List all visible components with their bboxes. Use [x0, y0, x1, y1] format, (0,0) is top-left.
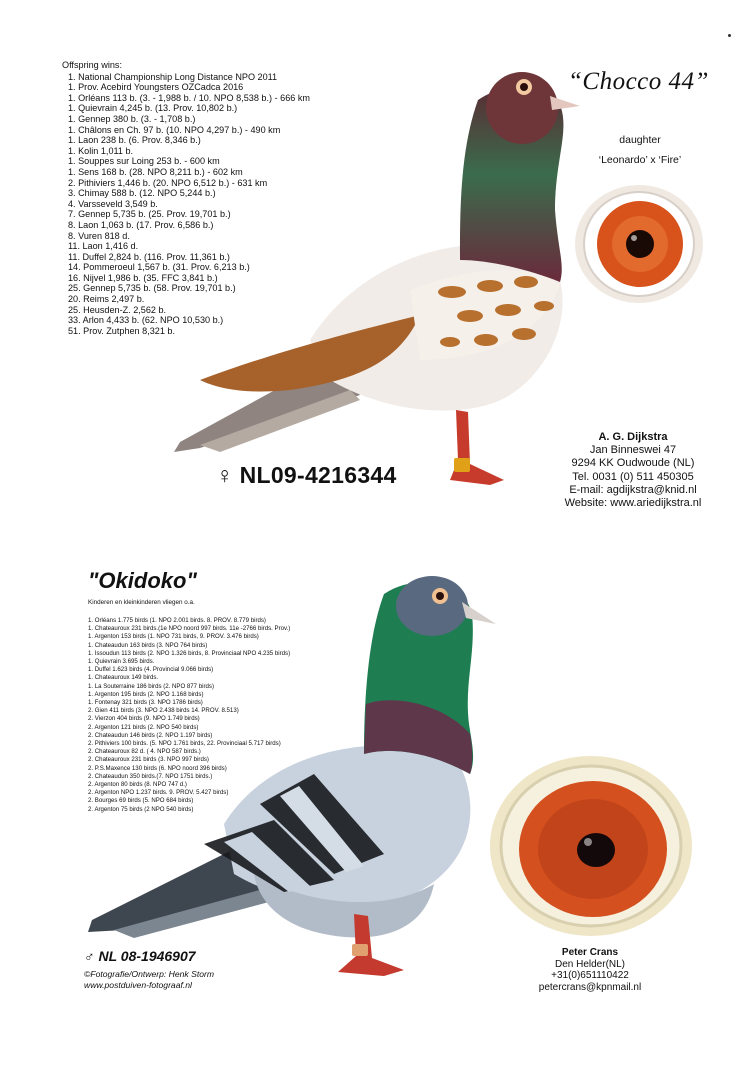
- win-entry: 2. Chateauroux 231 birds (3. NPO 997 birds): [88, 756, 209, 764]
- okidoko-eye-photo: [488, 754, 694, 938]
- female-symbol: ♀: [216, 462, 234, 488]
- chocco-ring-number: [216, 462, 397, 489]
- ring-code: NL09-4216344: [239, 462, 397, 488]
- win-entry: 8. Laon 1,063 b. (17. Prov. 6,586 b.): [68, 219, 214, 230]
- owner-street: Jan Binneswei 47: [589, 444, 677, 457]
- win-entry: 1. Quievrain 4,245 b. (13. Prov. 10,802 b.): [68, 103, 238, 114]
- win-entry: 1. Orléans 113 b. (3. - 1,988 b. / 10. NPO 8,538 b.) - 666 km: [68, 92, 310, 103]
- owner-tel: Tel. 0031 (0) 511 450305: [572, 470, 694, 483]
- win-entry: 1. Chateaudun 163 birds (3. NPO 764 birds): [88, 641, 208, 649]
- win-entry: 1. Duffel 1.623 birds (4. Provincial 9.066 birds): [88, 666, 214, 674]
- win-entry: 1. La Souterraine 186 birds (2. NPO 877 birds): [88, 682, 215, 690]
- chocco-eye-photo: [572, 182, 706, 306]
- win-entry: 3. Chimay 588 b. (12. NPO 5,244 b.): [68, 188, 216, 199]
- win-entry: 1. Kolin 1,011 b.: [68, 145, 134, 156]
- win-entry: 1. Chateauroux 149 birds.: [88, 674, 159, 682]
- male-symbol: ♂: [84, 948, 95, 964]
- win-entry: 1. Orléans 1.775 birds (1. NPO 2.001 birds. 8. PROV. 8.779 birds): [88, 617, 266, 624]
- win-entry: 1. National Championship Long Distance NPO 2011: [68, 71, 278, 82]
- win-entry: 2. Gien 411 birds (3. NPO 2.438 birds 14. PROV. 8.513): [88, 707, 239, 715]
- win-entry: 2. Argenton 80 birds (8. NPO 747 d.): [88, 781, 187, 789]
- win-entry: 4. Varsseveld 3,549 b.: [68, 198, 158, 209]
- owner-website: Website: www.ariedijkstra.nl: [564, 497, 702, 510]
- win-entry: 1. Gennep 380 b. (3. - 1,708 b.): [68, 113, 196, 124]
- pigeon-name-chocco: “Chocco 44”: [568, 68, 709, 95]
- win-entry: 2. Chateauroux 82 d. ( 4. NPO 587 birds.): [88, 748, 201, 756]
- win-entry: 2. Bourges 69 birds (5. NPO 684 birds): [88, 797, 194, 805]
- win-entry: 1. Prov. Acebird Youngsters OZCadca 2016: [68, 82, 244, 93]
- win-entry: 8. Vuren 818 d.: [68, 230, 130, 241]
- red-pigeon-photo: [160, 60, 600, 500]
- owner-phone: +31(0)651110422: [551, 970, 629, 982]
- win-entry: 33. Arlon 4,433 b. (62. NPO 10,530 b.): [68, 315, 224, 326]
- win-entry: 2. Pithiviers 1,446 b. (20. NPO 6,512 b.) - 631 km: [68, 177, 268, 188]
- win-entry: 1. Argenton 195 birds (2. NPO 1.168 birds): [88, 690, 204, 698]
- win-entry: 1. Quievrain 3.695 birds.: [88, 658, 155, 666]
- offspring-note: Kinderen en kleinkinderen vliegen o.a.: [88, 599, 195, 606]
- win-entry: 1. Fontenay 321 birds (3. NPO 1786 birds): [88, 699, 203, 707]
- win-entry: 11. Laon 1,416 d.: [68, 241, 139, 252]
- win-entry: 1. Châlons en Ch. 97 b. (10. NPO 4,297 b.) - 490 km: [68, 124, 281, 135]
- win-entry: 2. Chateaudun 146 birds (2. NPO 1.197 birds): [88, 731, 213, 739]
- okidoko-ring-number: [84, 948, 196, 964]
- win-entry: 7. Gennep 5,735 b. (25. Prov. 19,701 b.): [68, 209, 231, 220]
- win-entry: 2. Argenton NPO 1.237 birds. 9. PROV. 5.427 birds): [88, 789, 229, 797]
- win-entry: 2. Argenton 121 birds (2. NPO 540 birds): [88, 723, 199, 731]
- owner-city: 9294 KK Oudwoude (NL): [571, 457, 695, 470]
- win-entry: 2. Chateaudun 350 birds.(7. NPO 1751 birds.): [88, 772, 213, 780]
- win-entry: 25. Heusden-Z. 2,562 b.: [68, 304, 167, 315]
- owner-city: Den Helder(NL): [554, 958, 626, 970]
- owner-contact-crans: [520, 947, 660, 993]
- owner-name: A. G. Dijkstra: [598, 431, 668, 443]
- pigeon-name-okidoko: "Okidoko": [88, 568, 197, 593]
- win-entry: 2. Pithiviers 100 birds. (5. NPO 1.761 birds, 22. Provinciaal 5.717 birds): [88, 740, 281, 748]
- win-entry: 1. Souppes sur Loing 253 b. - 600 km: [68, 156, 220, 167]
- speck-mark: [728, 34, 731, 37]
- win-entry: 14. Pommeroeul 1,567 b. (31. Prov. 6,213 b.): [68, 262, 250, 273]
- pigeon-parents: ‘Leonardo’ x ‘Fire’: [598, 154, 682, 166]
- credit-photographer: ©Fotografie/Ontwerp: Henk Storm: [84, 969, 215, 979]
- win-entry: 11. Duffel 2,824 b. (116. Prov. 11,361 b.): [68, 251, 230, 262]
- photo-credit: [84, 969, 214, 991]
- win-entry: 25. Gennep 5,735 b. (58. Prov. 19,701 b.): [68, 283, 236, 294]
- win-entry: 51. Prov. Zutphen 8,321 b.: [68, 325, 176, 336]
- win-entry: 1. Issoudun 113 birds (2. NPO 1.326 birds, 8. Provinciaal NPO 4.235 birds): [88, 649, 291, 657]
- owner-email: petercrans@kpnmail.nl: [538, 981, 642, 993]
- owner-contact-dijkstra: [548, 431, 718, 510]
- win-entry: 20. Reims 2,497 b.: [68, 294, 145, 305]
- win-entry: 2. Vierzon 404 birds (9. NPO 1.749 birds): [88, 715, 200, 723]
- win-entry: 1. Chateauroux 231 birds.(1e NPO noord 997 birds. 11e -2766 birds. Prov.): [88, 625, 291, 633]
- win-entry: 2. P.S.Maxence 130 birds (6. NPO noord 396 birds): [88, 764, 227, 772]
- credit-website: www.postduiven-fotograaf.nl: [84, 980, 192, 990]
- win-entry: 2. Argenton 75 birds (2 NPO 540 birds): [88, 805, 194, 813]
- win-entry: 1. Sens 168 b. (28. NPO 8,211 b.) - 602 km: [68, 166, 243, 177]
- owner-email: E-mail: agdijkstra@knid.nl: [569, 483, 697, 496]
- blue-pigeon-photo: [84, 574, 504, 984]
- ring-code: NL 08-1946907: [98, 948, 196, 964]
- win-entry: 1. Argenton 153 birds (1. NPO 731 birds, 9. PROV. 3.476 birds): [88, 633, 259, 641]
- offspring-wins-heading: Offspring wins:: [62, 60, 122, 70]
- owner-name: Peter Crans: [561, 947, 619, 958]
- win-entry: 1. Laon 238 b. (6. Prov. 8,346 b.): [68, 135, 201, 146]
- win-entry: 16. Nijvel 1,986 b. (35. FFC 3,841 b.): [68, 272, 218, 283]
- pigeon-relation: daughter: [619, 134, 661, 146]
